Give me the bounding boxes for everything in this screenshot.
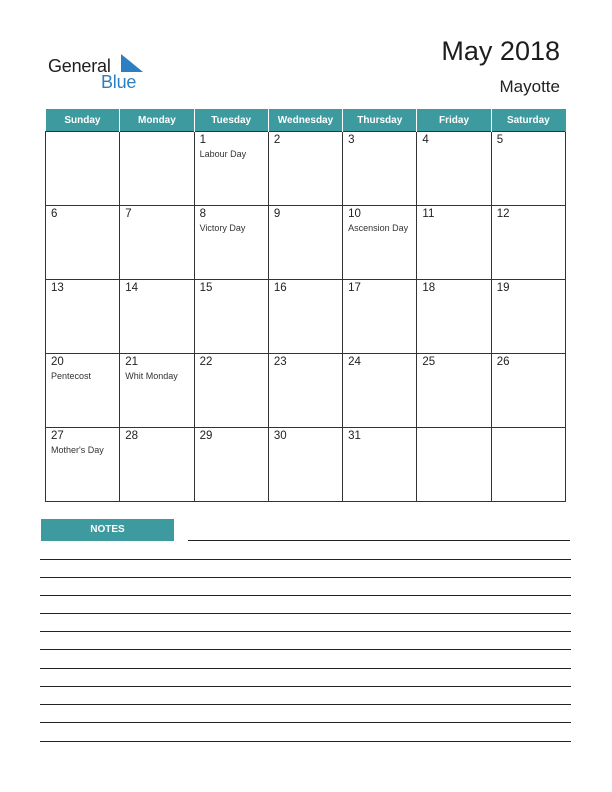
- note-line[interactable]: [40, 686, 571, 687]
- day-cell: [120, 132, 194, 206]
- note-line[interactable]: [40, 595, 571, 596]
- week-row: [46, 280, 566, 354]
- country-name: Mayotte: [499, 77, 560, 96]
- day-cell: [417, 132, 491, 206]
- day-cell: [417, 206, 491, 280]
- note-line[interactable]: [40, 613, 571, 614]
- day-number: 9: [273, 208, 281, 220]
- day-number: 18: [422, 282, 436, 294]
- weekday-header: Sunday: [46, 109, 120, 132]
- day-cell: [268, 280, 342, 354]
- week-row: [46, 206, 566, 280]
- day-number: 11: [422, 208, 435, 220]
- holiday-label: Ascension Day: [348, 223, 409, 233]
- day-cell: [46, 428, 120, 502]
- note-line[interactable]: [188, 540, 570, 541]
- day-number: 29: [199, 430, 213, 442]
- calendar-grid: [45, 109, 566, 502]
- day-number: 1: [199, 134, 206, 146]
- day-cell: [46, 280, 120, 354]
- day-number: 13: [51, 282, 64, 294]
- day-number: 21: [125, 356, 139, 368]
- day-number: 20: [51, 356, 64, 368]
- note-line[interactable]: [40, 741, 571, 742]
- day-number: 8: [199, 208, 206, 220]
- day-cell: [194, 428, 268, 502]
- weekday-header: Friday: [417, 109, 491, 132]
- day-cell: [491, 428, 565, 502]
- day-number: 30: [273, 430, 287, 442]
- day-cell: [343, 354, 417, 428]
- day-cell: [194, 354, 268, 428]
- day-number: 12: [496, 208, 510, 220]
- day-number: 2: [273, 134, 281, 146]
- day-number: 3: [348, 134, 355, 146]
- day-number: 23: [273, 356, 287, 368]
- day-cell: [343, 132, 417, 206]
- day-number: 26: [496, 356, 510, 368]
- day-cell: [46, 132, 120, 206]
- day-cell: [343, 428, 417, 502]
- day-cell: [491, 132, 565, 206]
- weekday-header: Tuesday: [194, 109, 268, 132]
- holiday-label: Mother's Day: [51, 445, 104, 455]
- day-cell: [46, 354, 120, 428]
- day-cell: [491, 206, 565, 280]
- day-cell: [194, 280, 268, 354]
- weekday-header: Monday: [120, 109, 194, 132]
- logo-text-general: General: [48, 56, 111, 76]
- day-cell: [268, 354, 342, 428]
- day-number: 25: [422, 356, 436, 368]
- day-cell: [417, 428, 491, 502]
- day-cell: [417, 354, 491, 428]
- day-number: 22: [199, 356, 213, 368]
- holiday-label: Victory Day: [199, 223, 246, 233]
- note-line[interactable]: [40, 559, 571, 560]
- note-line[interactable]: [40, 649, 571, 650]
- day-cell: [417, 280, 491, 354]
- day-cell: [491, 280, 565, 354]
- notes-heading: NOTES: [41, 519, 174, 541]
- weekday-header: Wednesday: [268, 109, 342, 132]
- day-number: 7: [125, 208, 132, 220]
- day-number: 17: [348, 282, 361, 294]
- day-number: 16: [273, 282, 287, 294]
- week-row: [46, 428, 566, 502]
- note-line[interactable]: [40, 704, 571, 705]
- note-line[interactable]: [40, 631, 571, 632]
- day-number: 28: [125, 430, 139, 442]
- day-number: 14: [125, 282, 139, 294]
- day-cell: [343, 206, 417, 280]
- day-number: 6: [51, 208, 58, 220]
- week-row: [46, 354, 566, 428]
- day-number: 19: [496, 282, 510, 294]
- day-cell: [343, 280, 417, 354]
- day-cell: [268, 428, 342, 502]
- holiday-label: Whit Monday: [125, 371, 178, 381]
- logo-text-blue: Blue: [101, 72, 137, 92]
- week-row: [46, 132, 566, 206]
- day-number: 27: [51, 430, 64, 442]
- day-cell: [120, 206, 194, 280]
- day-cell: [268, 206, 342, 280]
- day-number: 4: [422, 134, 429, 146]
- note-line[interactable]: [40, 668, 571, 669]
- note-line[interactable]: [40, 722, 571, 723]
- day-cell: [46, 206, 120, 280]
- weekday-header: Thursday: [343, 109, 417, 132]
- day-cell: [194, 206, 268, 280]
- generalblue-logo: [48, 52, 158, 92]
- weekday-header-row: [46, 109, 566, 132]
- weekday-header: Saturday: [491, 109, 565, 132]
- note-line[interactable]: [40, 577, 571, 578]
- day-number: 15: [199, 282, 213, 294]
- month-year-title: May 2018: [441, 36, 560, 66]
- day-number: 24: [348, 356, 361, 368]
- day-cell: [120, 280, 194, 354]
- day-cell: [491, 354, 565, 428]
- day-cell: [120, 428, 194, 502]
- day-number: 10: [348, 208, 361, 220]
- day-cell: [268, 132, 342, 206]
- day-number: 31: [348, 430, 361, 442]
- logo-triangle-icon: [121, 54, 143, 72]
- holiday-label: Labour Day: [199, 149, 247, 159]
- holiday-label: Pentecost: [51, 371, 92, 381]
- day-cell: [120, 354, 194, 428]
- day-cell: [194, 132, 268, 206]
- day-number: 5: [496, 134, 504, 146]
